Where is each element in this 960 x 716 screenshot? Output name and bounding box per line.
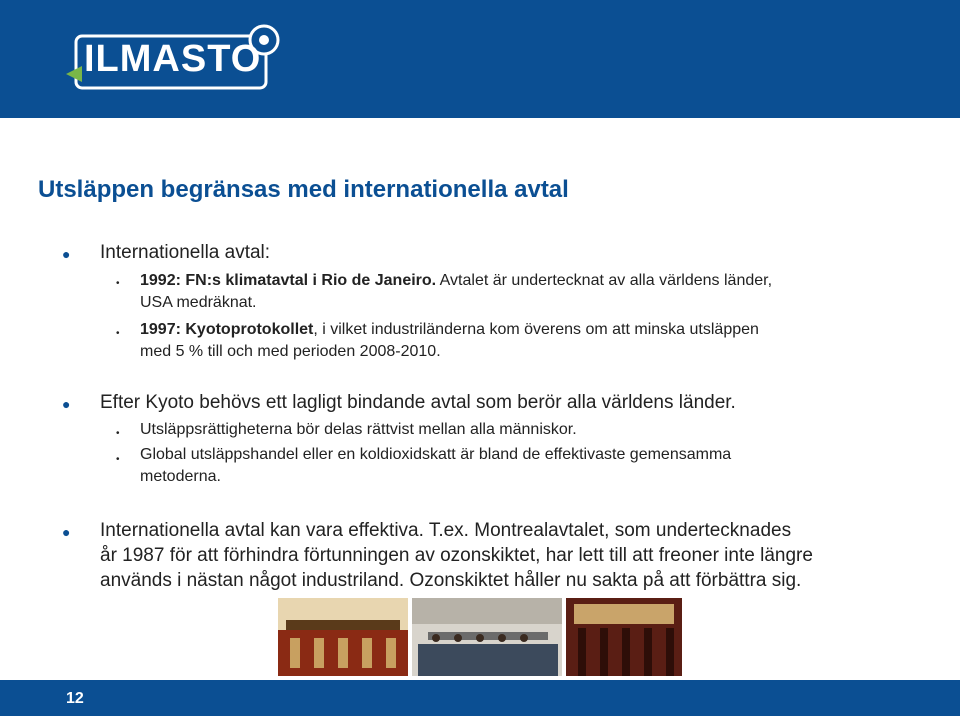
sub-bullet-icon: •: [116, 328, 120, 339]
photo-conference: [412, 598, 562, 676]
sub-bullet-icon: •: [116, 428, 120, 439]
bullet-icon: ●: [62, 246, 71, 262]
sub-bullet-1-2-rest: , i vilket industriländerna kom överens om att minska utsläppen: [313, 321, 759, 338]
sub-bullet-1-1-rest: Avtalet är undertecknat av alla världens länder,: [436, 272, 773, 289]
footer-bar: [0, 680, 960, 716]
slide-title: Utsläppen begränsas med internationella avtal: [38, 176, 569, 203]
sub-bullet-icon: •: [116, 278, 120, 289]
photo-strip: [278, 598, 682, 676]
sub-bullet-1-1-bold: 1992: FN:s klimatavtal i Rio de Janeiro.: [140, 272, 437, 289]
sub-bullet-2-2-line2: metoderna.: [140, 468, 221, 485]
bullet-2-text: Efter Kyoto behövs ett lagligt bindande avtal som berör alla världens länder.: [100, 392, 736, 413]
sub-bullet-icon: •: [116, 454, 120, 465]
bullet-1-text: Internationella avtal:: [100, 242, 271, 263]
bullet-icon: ●: [62, 396, 71, 412]
page-number: 12: [66, 690, 84, 707]
bullet-3-line2: år 1987 för att förhindra förtunningen av ozonskiktet, har lett till att freoner inte längre: [100, 545, 813, 566]
logo-text: ILMASTO: [84, 38, 262, 80]
sub-bullet-1-2: [140, 319, 930, 363]
sub-bullet-1-1-line2: USA medräknat.: [140, 294, 257, 311]
bullet-icon: ●: [62, 524, 71, 540]
bullet-3-text: [100, 518, 950, 593]
photo-hall: [566, 598, 682, 676]
header-bar: [0, 0, 960, 118]
bullet-3-line1: Internationella avtal kan vara effektiva. T.ex. Montrealavtalet, som undertecknades: [100, 520, 792, 541]
photo-temple: [278, 598, 408, 676]
sub-bullet-2-1: Utsläppsrättigheterna bör delas rättvist mellan alla människor.: [140, 421, 577, 438]
sub-bullet-2-2-line1: Global utsläppshandel eller en koldioxidskatt är bland de effektivaste gemensamma: [140, 446, 732, 463]
bullet-3-line3: används i nästan något industriland. Ozonskiktet håller nu sakta på att förbättra sig.: [100, 570, 802, 591]
sub-bullet-1-1: [140, 270, 930, 314]
sub-bullet-2-2: [140, 444, 930, 488]
sub-bullet-1-2-line2: med 5 % till och med perioden 2008-2010.: [140, 343, 441, 360]
sub-bullet-1-2-bold: 1997: Kyotoprotokollet: [140, 321, 314, 338]
